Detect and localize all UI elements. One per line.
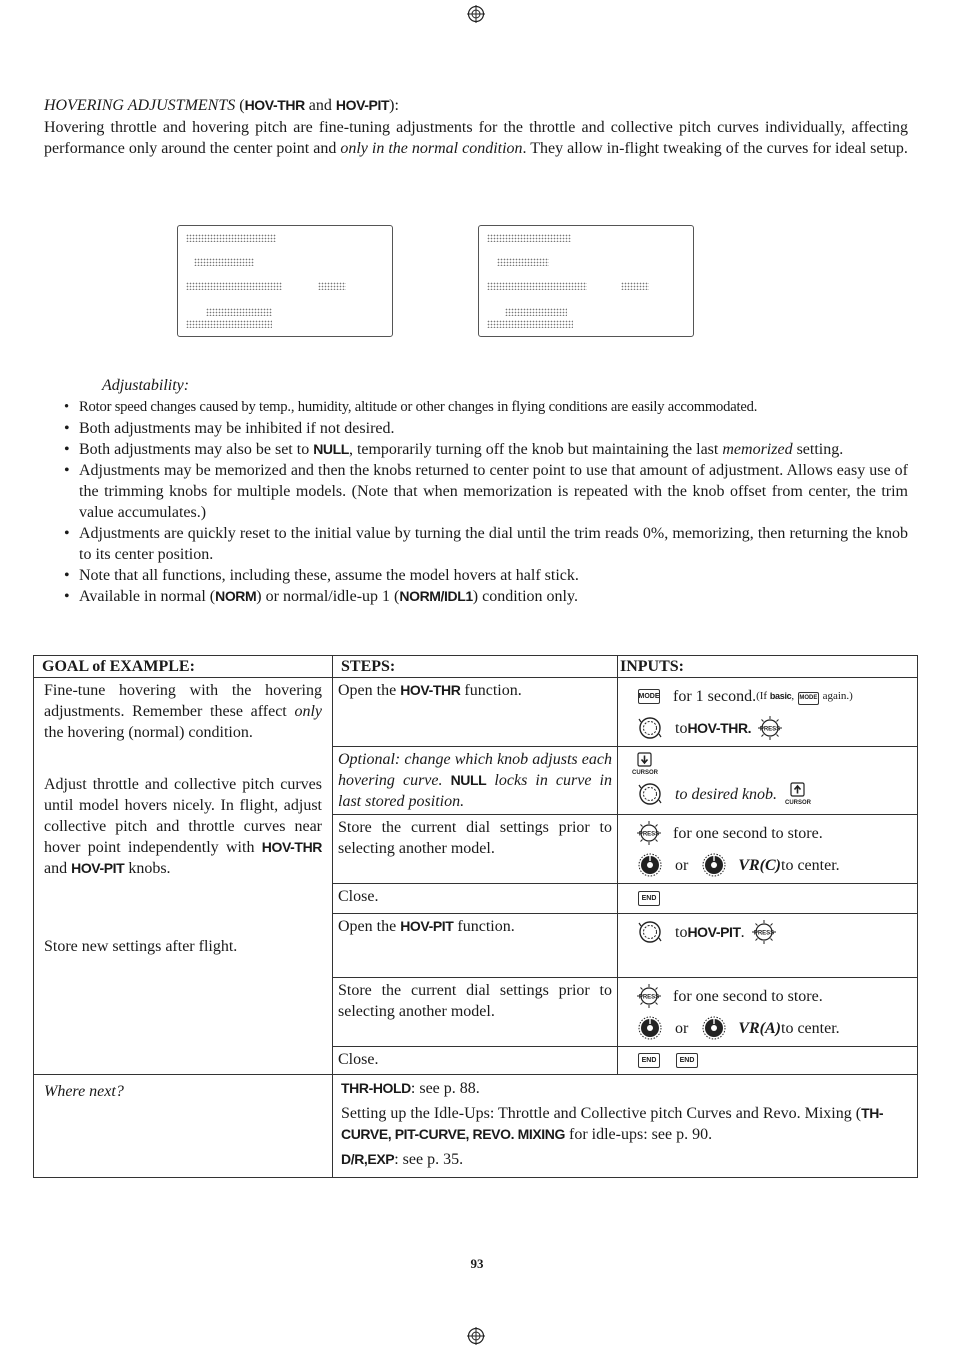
- end-key-icon: END: [638, 891, 660, 906]
- list-item: • Note that all functions, including these, assume the model hovers at half stick.: [44, 565, 908, 586]
- goal-text-2: Adjust throttle and collective pitch curves until model hovers nicely. In flight, adjust collective pitch and throttle curves near hover point independently with HOV-THR and HOV-PIT knobs.: [44, 776, 322, 877]
- intro-section: [44, 95, 908, 160]
- input-close-1: [618, 884, 918, 914]
- cursor-down-icon: [632, 752, 658, 776]
- table-row: [34, 678, 918, 747]
- registration-mark-icon: [467, 5, 485, 23]
- list-item: • Adjustments may be memorized and then the knobs returned to center point to use that amount of adjustment. Allows easy use of the trimming knobs for multiple models. (Note that when memorization is repeated with the knob offset from center, the trim value accumulates.): [44, 460, 908, 523]
- steps-header: STEPS:: [333, 656, 618, 678]
- press-button-icon: [636, 983, 662, 1009]
- dial-icon: [638, 920, 662, 944]
- press-button-icon: [636, 820, 662, 846]
- list-item: • Both adjustments may also be set to NULL, temporarily turning off the knob but maintaining the last memorized setting.: [44, 439, 908, 460]
- step-optional-knob: Optional: change which knob adjusts each hovering curve. NULL locks in curve in last stored position.: [333, 747, 618, 815]
- knob-icon: [702, 853, 726, 877]
- list-item: • Available in normal (NORM) or normal/idle-up 1 (NORM/IDL1) condition only.: [44, 586, 908, 607]
- dial-icon: [638, 716, 662, 740]
- lcd-screen-hov-pit: [478, 225, 694, 337]
- mode-key-icon: MODE: [638, 689, 660, 704]
- goal-cell: [34, 678, 333, 1075]
- goal-text-3: Store new settings after flight.: [44, 938, 238, 955]
- end-key-icon: END: [638, 1053, 660, 1068]
- input-open-hov-thr: MODE for 1 second. (If basic, MODE again.) to HOV-THR.: [618, 678, 918, 747]
- end-key-icon: END: [676, 1053, 698, 1068]
- where-next-cell: [333, 1075, 918, 1178]
- press-button-icon: [757, 715, 783, 741]
- dial-icon: [638, 782, 662, 806]
- knob-icon: [638, 1016, 662, 1040]
- step-store-2: Store the current dial settings prior to selecting another model.: [333, 978, 618, 1047]
- mode-key-icon: MODE: [798, 692, 819, 705]
- registration-mark-icon: [467, 1327, 485, 1345]
- list-item: • Rotor speed changes caused by temp., humidity, altitude or other changes in flying conditions are easily accommodated.: [44, 397, 908, 418]
- example-table: [33, 655, 918, 1178]
- next-link-thr-hold: THR-HOLD: see p. 88.: [341, 1080, 480, 1097]
- intro-paragraph: Hovering throttle and hovering pitch are fine-tuning adjustments for the throttle and collective pitch curves individually, affecting performance only around the center point and only in the normal condition. They allow in-flight tweaking of the curves for ideal setup.: [44, 118, 908, 157]
- inputs-header: INPUTS:: [618, 656, 918, 678]
- knob-icon: [638, 853, 662, 877]
- lcd-screen-hov-thr: [177, 225, 393, 337]
- page-number: 93: [470, 1256, 484, 1271]
- next-link-idle-ups: Setting up the Idle-Ups: Throttle and Collective pitch Curves and Revo. Mixing (TH-CURVE, PIT-CURVE, REVO. MIXING for idle-ups: see p. 90.: [341, 1105, 884, 1143]
- input-store-2: for one second to store. or VR(A) to center.: [618, 978, 918, 1047]
- where-next-label: Where next?: [34, 1075, 333, 1178]
- adjustability-section: [44, 375, 908, 607]
- input-close-2: [618, 1047, 918, 1075]
- step-close-1: Close.: [333, 884, 618, 914]
- table-header-row: [34, 656, 918, 678]
- next-link-dr-exp: D/R,EXP: see p. 35.: [341, 1151, 464, 1168]
- cursor-up-icon: [785, 782, 811, 806]
- goal-header: GOAL of EXAMPLE:: [34, 656, 333, 678]
- step-close-2: Close.: [333, 1047, 618, 1075]
- adjustability-label: Adjustability:: [102, 377, 190, 394]
- press-button-icon: [751, 919, 777, 945]
- knob-icon: [702, 1016, 726, 1040]
- step-store-1: Store the current dial settings prior to selecting another model.: [333, 815, 618, 884]
- input-optional-knob: to desired knob.: [618, 747, 918, 815]
- list-item: • Both adjustments may be inhibited if not desired.: [44, 418, 908, 439]
- input-store-1: for one second to store. or VR(C) to center.: [618, 815, 918, 884]
- step-open-hov-pit: Open the HOV-PIT function.: [333, 914, 618, 978]
- input-open-hov-pit: to HOV-PIT .: [618, 914, 918, 978]
- list-item: • Adjustments are quickly reset to the initial value by turning the dial until the trim reads 0%, memorizing, then returning the knob to its center position.: [44, 523, 908, 565]
- table-row: [34, 1075, 918, 1178]
- section-heading: HOVERING ADJUSTMENTS (HOV-THR and HOV-PIT):: [44, 97, 399, 114]
- goal-text-1: Fine-tune hovering with the hovering adjustments. Remember these affect only the hovering (normal) condition.: [44, 682, 322, 741]
- adjustability-list: [44, 397, 908, 607]
- step-open-hov-thr: Open the HOV-THR function.: [333, 678, 618, 747]
